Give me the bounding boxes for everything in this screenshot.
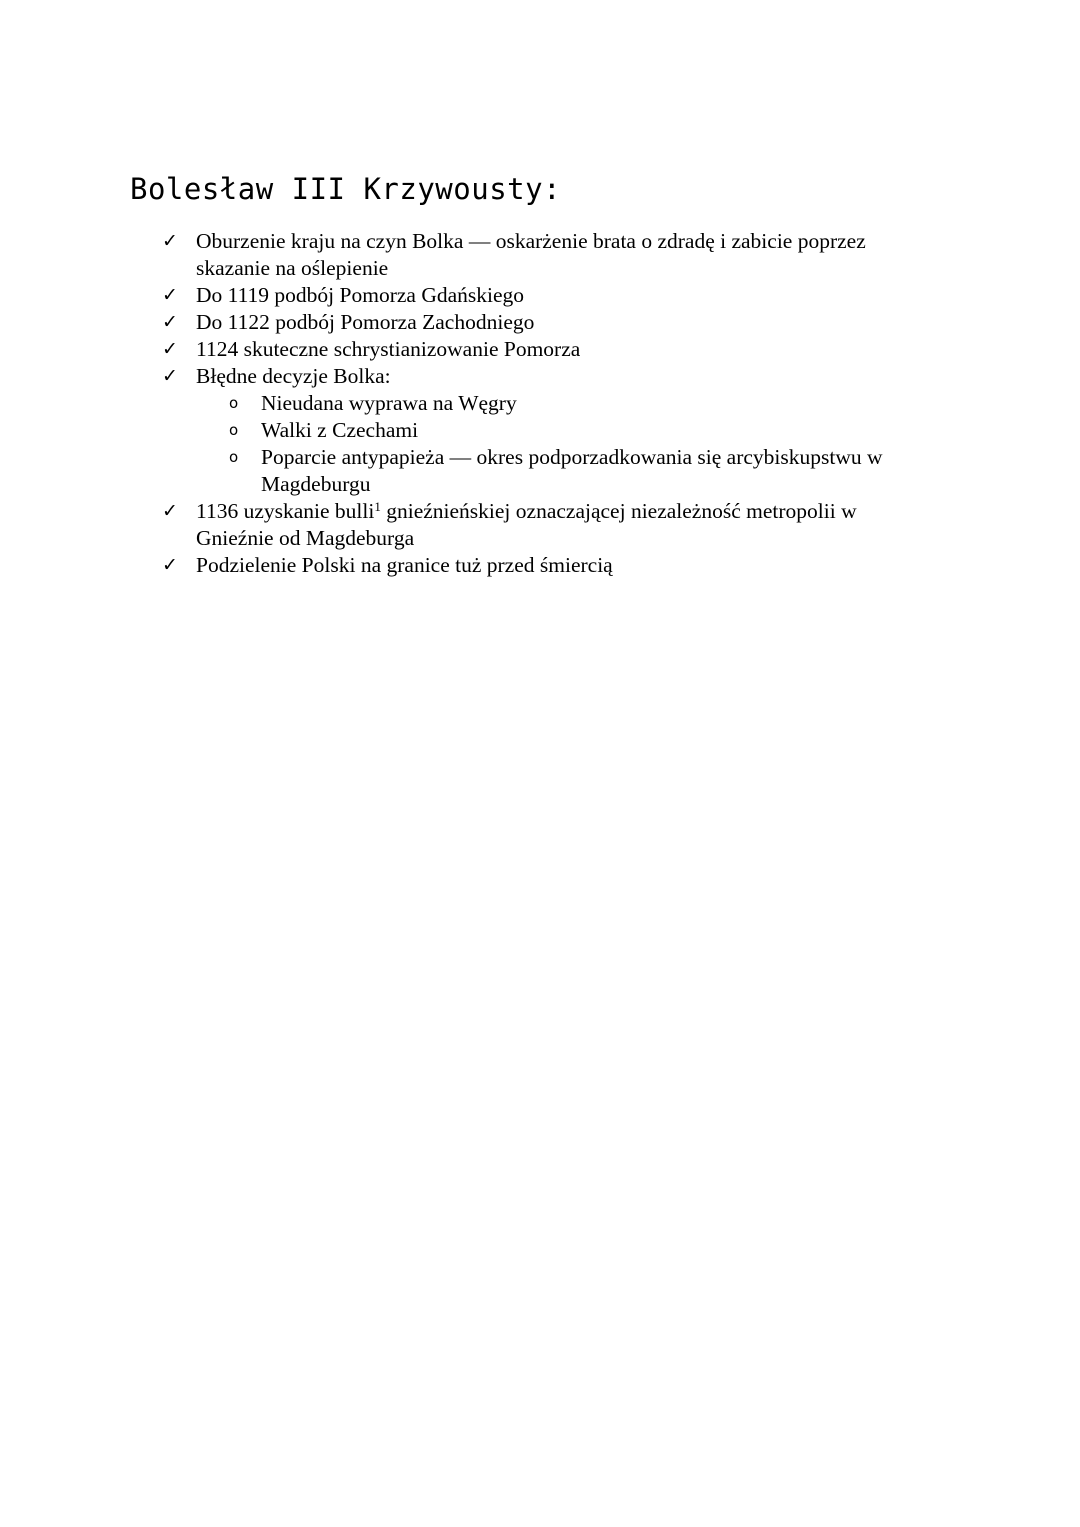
- list-item-text: 1124 skuteczne schrystianizowanie Pomorza: [196, 337, 581, 361]
- list-item-text: Błędne decyzje Bolka:: [196, 364, 391, 388]
- sub-list-item: [196, 390, 920, 417]
- sub-list-item-text: Walki z Czechami: [261, 418, 419, 442]
- check-icon: ✓: [162, 500, 178, 522]
- list-item-text: Oburzenie kraju na czyn Bolka — oskarżenie brata o zdradę i zabicie poprzez skazanie na oślepienie: [196, 229, 866, 280]
- sub-bullet-list: [196, 390, 920, 498]
- check-icon: ✓: [162, 338, 178, 360]
- list-item: [160, 309, 920, 336]
- sub-list-item: [196, 417, 920, 444]
- sub-list-item-text: Nieudana wyprawa na Węgry: [261, 391, 517, 415]
- list-item-text: [196, 499, 857, 550]
- list-item-text: Do 1119 podbój Pomorza Gdańskiego: [196, 283, 525, 307]
- check-icon: ✓: [162, 365, 178, 387]
- list-item: [160, 336, 920, 363]
- circle-bullet-icon: o: [229, 448, 239, 466]
- check-icon: ✓: [162, 284, 178, 306]
- circle-bullet-icon: o: [229, 421, 239, 439]
- list-item: [160, 498, 920, 552]
- section-heading: Bolesław III Krzywousty:: [130, 172, 562, 206]
- circle-bullet-icon: o: [229, 394, 239, 412]
- check-icon: ✓: [162, 230, 178, 252]
- footnote-marker: 1: [374, 499, 381, 514]
- list-item-text-part: 1136 uzyskanie bulli: [196, 499, 375, 523]
- list-item: [160, 552, 920, 579]
- check-icon: ✓: [162, 554, 178, 576]
- check-icon: ✓: [162, 311, 178, 333]
- sub-list-item-text: Poparcie antypapieża — okres podporzadkowania się arcybiskupstwu w Magdeburgu: [261, 445, 883, 496]
- list-item-text-part: gnieźnieńskiej oznaczającej niezależność metropolii w Gnieźnie od Magdeburga: [196, 499, 857, 550]
- list-item: [160, 228, 920, 282]
- list-item: [160, 282, 920, 309]
- sub-list-item: [196, 444, 920, 498]
- bullet-list: [160, 228, 920, 579]
- list-item: [160, 363, 920, 498]
- list-item-text: Podzielenie Polski na granice tuż przed śmiercią: [196, 553, 613, 577]
- list-item-text: Do 1122 podbój Pomorza Zachodniego: [196, 310, 535, 334]
